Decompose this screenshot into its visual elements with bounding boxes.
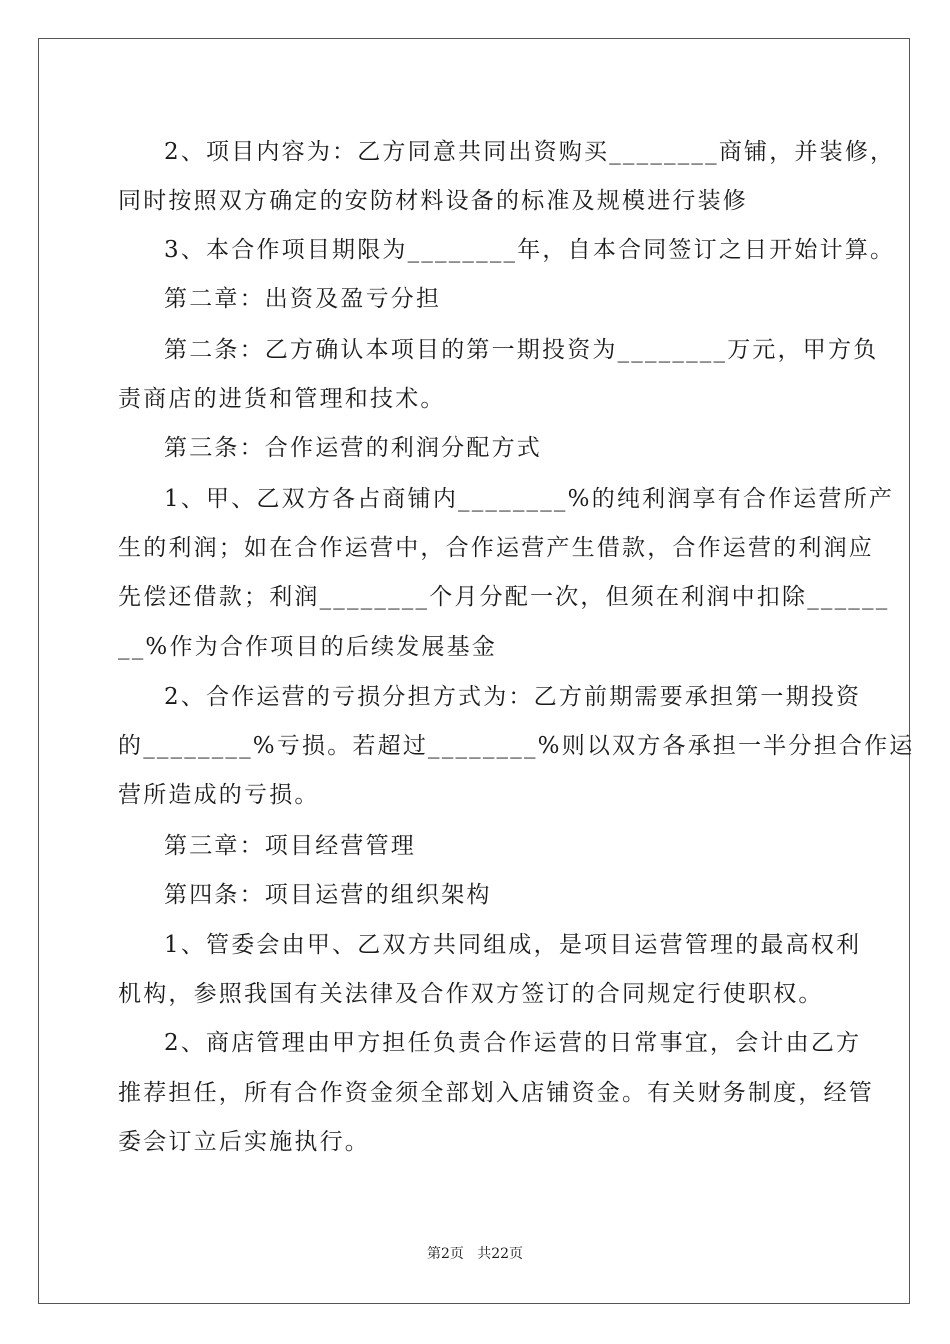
paragraph-line: 责商店的进货和管理和技术。 [118, 386, 446, 412]
paragraph-line: 1、甲、乙双方各占商铺内________%的纯利润享有合作运营所产 [164, 486, 895, 512]
chapter-heading: 第二章：出资及盈亏分担 [164, 286, 442, 312]
paragraph-line: 1、管委会由甲、乙双方共同组成，是项目运营管理的最高权利 [164, 932, 862, 958]
paragraph-line: 生的利润；如在合作运营中，合作运营产生借款，合作运营的利润应 [118, 535, 874, 561]
paragraph-line: 先偿还借款；利润________个月分配一次，但须在利润中扣除______ [118, 584, 890, 610]
paragraph-line: 3、本合作项目期限为________年，自本合同签订之日开始计算。 [164, 237, 896, 263]
paragraph-line: 第二条：乙方确认本项目的第一期投资为________万元，甲方负 [164, 337, 879, 363]
page-number-footer: 第2页 共22页 [426, 1246, 524, 1262]
chapter-heading: 第三章：项目经营管理 [164, 833, 416, 859]
paragraph-line: 机构，参照我国有关法律及合作双方签订的合同规定行使职权。 [118, 981, 824, 1007]
paragraph-line: 委会订立后实施执行。 [118, 1129, 370, 1155]
paragraph-line: __%作为合作项目的后续发展基金 [118, 634, 498, 660]
article-heading: 第三条：合作运营的利润分配方式 [164, 435, 542, 461]
paragraph-line: 的________%亏损。若超过________%则以双方各承担一半分担合作运 [118, 733, 915, 759]
paragraph-line: 推荐担任，所有合作资金须全部划入店铺资金。有关财务制度，经管 [118, 1080, 874, 1106]
article-heading: 第四条：项目运营的组织架构 [164, 882, 492, 908]
page-frame [38, 38, 910, 1304]
paragraph-line: 营所造成的亏损。 [118, 782, 320, 808]
paragraph-line: 同时按照双方确定的安防材料设备的标准及规模进行装修 [118, 188, 748, 214]
paragraph-line: 2、商店管理由甲方担任负责合作运营的日常事宜，会计由乙方 [164, 1030, 862, 1056]
paragraph-line: 2、项目内容为：乙方同意共同出资购买________商铺，并装修， [164, 139, 896, 165]
paragraph-line: 2、合作运营的亏损分担方式为：乙方前期需要承担第一期投资 [164, 684, 862, 710]
